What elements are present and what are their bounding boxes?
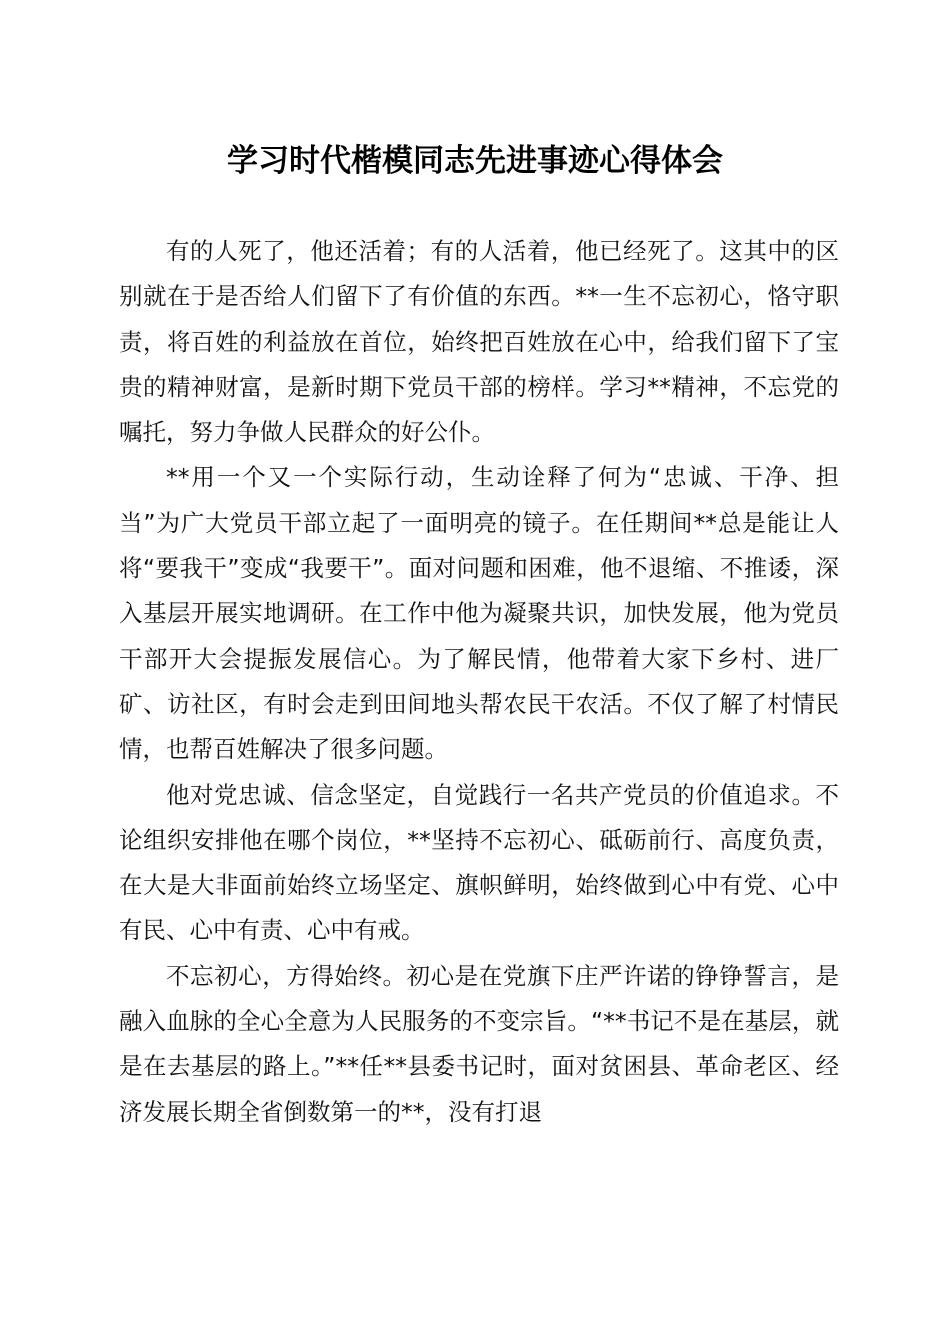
paragraph-2: **用一个又一个实际行动，生动诠释了何为“忠诚、干净、担当”为广大党员干部立起了一面明亮的镜子。在任期间**总是能让人将“要我干”变成“我要干”。面对问题和困难，他不退缩、不推诿，深入基层开展实地调研。在工作中他为凝聚共识，加快发展，他为党员干部开大会提振发展信心。为了解民情，他带着大家下乡村、进厂矿、访社区，有时会走到田间地头帮农民干农活。不仅了解了村情民情，也帮百姓解决了很多问题。 xyxy=(119,463,839,764)
document-title: 学习时代楷模同志先进事迹心得体会 xyxy=(227,143,723,179)
paragraph-4: 不忘初心，方得始终。初心是在党旗下庄严许诺的铮铮誓言，是融入血脉的全心全意为人民服务的不变宗旨。“**书记不是在基层，就是在去基层的路上。”**任**县委书记时，面对贫困县、革命老区、经济发展长期全省倒数第一的**，没有打退 xyxy=(119,961,839,1126)
paragraph-1: 有的人死了，他还活着；有的人活着，他已经死了。这其中的区别就在于是否给人们留下了有价值的东西。**一生不忘初心，恪守职责，将百姓的利益放在首位，始终把百姓放在心中，给我们留下了宝贵的精神财富，是新时期下党员干部的榜样。学习**精神，不忘党的嘱托，努力争做人民群众的好公仆。 xyxy=(119,237,839,447)
document-body xyxy=(119,229,839,1135)
paragraph-3: 他对党忠诚、信念坚定，自觉践行一名共产党员的价值追求。不论组织安排他在哪个岗位，**坚持不忘初心、砥砺前行、高度负责，在大是大非面前始终立场坚定、旗帜鲜明，始终做到心中有党、心中有民、心中有责、心中有戒。 xyxy=(119,780,839,945)
